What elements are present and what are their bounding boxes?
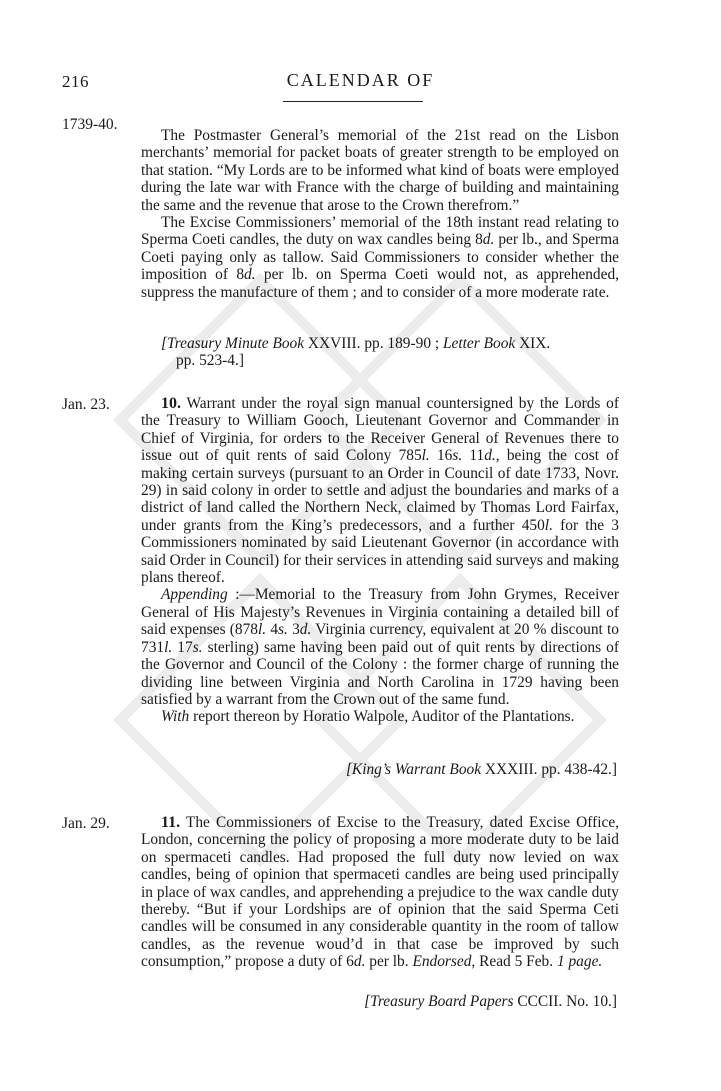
year-margin: 1739-40. [62,116,118,133]
header-rule [283,101,423,102]
citation-board-papers: [Treasury Board Papers CCCII. No. 10.] [364,993,617,1010]
excise-letter-paragraph: 11. The Commissioners of Excise to the Treasury, dated Excise Office, London, concerning the policy of proposing a more moderate duty to be laid on spermaceti candles. Had proposed the full duty now levied on wax candles, being of opinion that spermaceti candles are being used principally in place of wax candles, and apprehending a prejudice to the wax candle duty thereby. “But if your Lordships are of opinion that the said Sperma Ceti candles will be consumed in any considerable quantity in the room of tallow candles, as the revenue woud’d in that case be improved by such consumption,” propose a duty of 6d. per lb. Endorsed, Read 5 Feb. 1 page. [141,814,619,971]
warrant-paragraph: 10. Warrant under the royal sign manual countersigned by the Lords of the Treasury to William Gooch, Lieutenant Governor and Commander in Chief of Virginia, for orders to the Receiver General of Revenues there to issue out of quit rents of said Colony 785l. 16s. 11d., being the cost of making certain surveys (pursuant to an Order in Council of date 1733, Novr. 29) in said colony in order to settle and adjust the boundaries and marks of a district of land called the Northern Neck, claimed by Thomas Lord Fairfax, under grants from the King’s predecessors, and a further 450l. for the 3 Commissioners nominated by said Lieutenant Governor (in accordance with said Order in Council) for their services in attending said surveys and making plans thereof. [141,395,619,587]
postmaster-paragraph: The Postmaster General’s memorial of the 21st read on the Lisbon merchants’ memorial for packet boats of greater strength to be employed on that station. “My Lords are to be informed what kind of boats were employed during the late war with France with the charge of building and maintaining the same and the revenue that arose to the Crown therefrom.” [141,127,619,214]
excise-paragraph: The Excise Commissioners’ memorial of the 18th instant read relating to Sperma Coeti candles, the duty on wax candles being 8d. per lb., and Sperma Coeti paying only as tallow. Said Commissioners to consider whether the imposition of 8d. per lb. on Sperma Coeti would not, as apprehended, suppress the manufacture of them ; and to consider of a more moderate rate. [141,214,619,301]
citation-minute: [Treasury Minute Book XXVIII. pp. 189-90 ; Letter Book XIX. [161,335,551,352]
entry-number: 10. [161,395,181,412]
citation-minute-cont: pp. 523-4.] [176,352,244,369]
citation-warrant: [King’s Warrant Book XXXIII. pp. 438-42.] [345,761,617,778]
page-number: 216 [62,72,89,91]
running-title: CALENDAR OF [286,70,435,90]
entry-11 [141,814,619,971]
appending-paragraph: Appending :—Memorial to the Treasury from John Grymes, Receiver General of His Majesty’s Revenues in Virginia containing a detailed bill of said expenses (878l. 4s. 3d. Virginia currency, equivalent at 20 % discount to 731l. 17s. sterling) same having been paid out of quit rents by directions of the Governor and Council of the Colony : the former charge of running the dividing line between Virginia and North Carolina in 1729 having been satisfied by a warrant from the Crown out of the same fund. [141,586,619,708]
date-jan-29: Jan. 29. [62,815,110,832]
with-report-paragraph: With report thereon by Horatio Walpole, Auditor of the Plantations. [161,708,575,726]
entry-minute-section [141,127,619,301]
date-jan-23: Jan. 23. [62,396,110,413]
entry-10 [141,395,619,726]
entry-number: 11. [161,814,181,831]
